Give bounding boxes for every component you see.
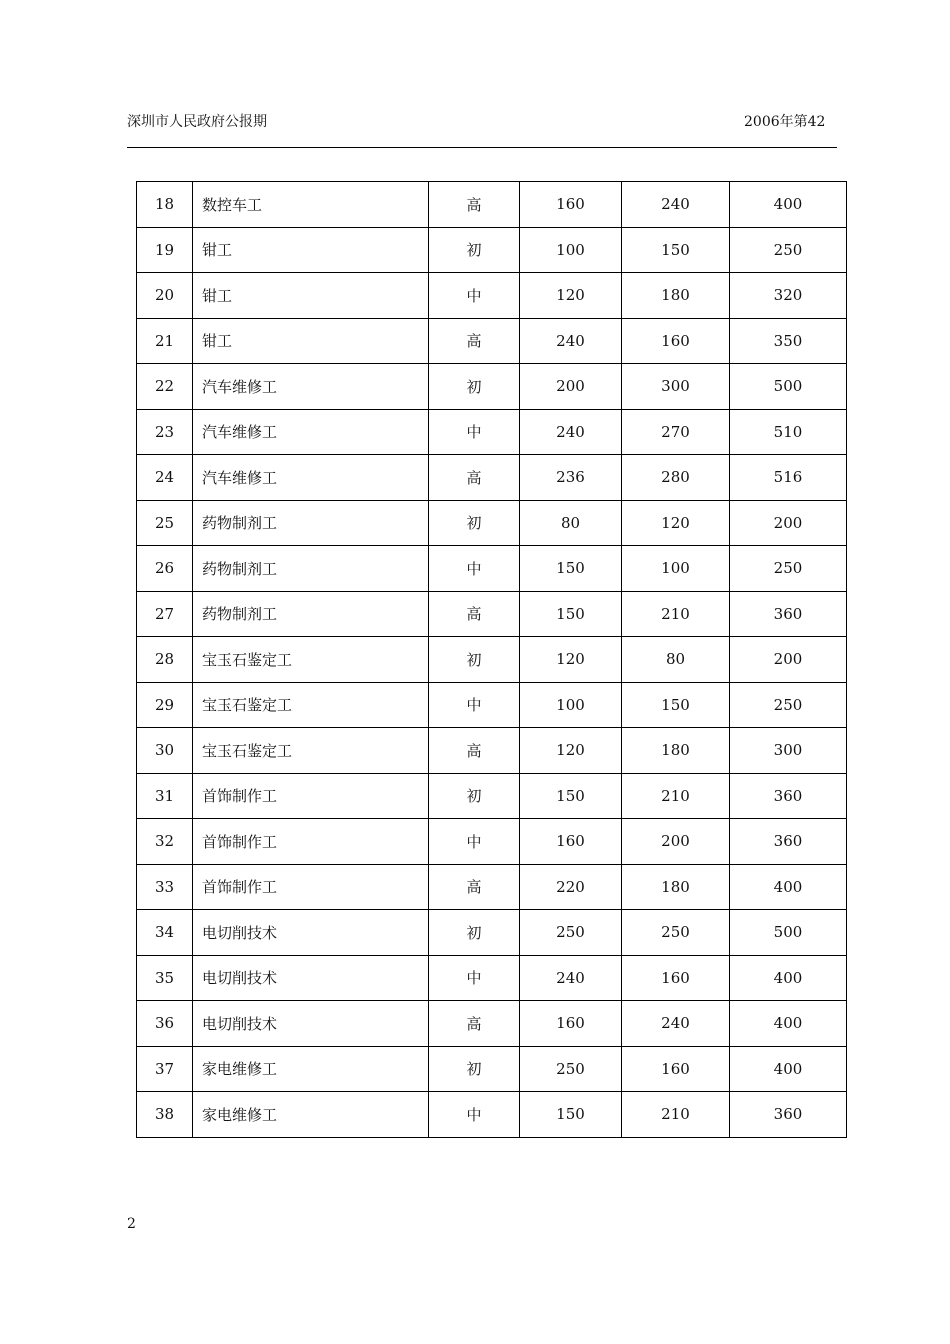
value-col-1-cell: 100	[520, 682, 622, 728]
occupation-name-cell: 宝玉石鉴定工	[193, 728, 429, 774]
table-row	[137, 864, 847, 910]
grade-level-cell: 初	[429, 910, 520, 956]
value-col-3-cell: 500	[730, 910, 847, 956]
table-row	[137, 273, 847, 319]
value-col-3-cell: 320	[730, 273, 847, 319]
occupation-name-cell: 宝玉石鉴定工	[193, 682, 429, 728]
occupation-name-cell: 电切削技术	[193, 910, 429, 956]
grade-level-cell: 中	[429, 409, 520, 455]
value-col-2-cell: 150	[622, 682, 730, 728]
grade-level-cell: 中	[429, 546, 520, 592]
value-col-2-cell: 180	[622, 864, 730, 910]
value-col-2-cell: 270	[622, 409, 730, 455]
value-col-3-cell: 400	[730, 1001, 847, 1047]
occupation-name-cell: 首饰制作工	[193, 864, 429, 910]
row-number-cell: 29	[137, 682, 193, 728]
table-row	[137, 773, 847, 819]
row-number-cell: 36	[137, 1001, 193, 1047]
row-number-cell: 26	[137, 546, 193, 592]
value-col-1-cell: 200	[520, 364, 622, 410]
table-row	[137, 1092, 847, 1138]
grade-level-cell: 高	[429, 182, 520, 228]
table-row	[137, 227, 847, 273]
header-issue-number: 2006年第42	[744, 114, 826, 130]
value-col-1-cell: 150	[520, 1092, 622, 1138]
row-number-cell: 32	[137, 819, 193, 865]
value-col-2-cell: 80	[622, 637, 730, 683]
value-col-3-cell: 200	[730, 637, 847, 683]
grade-level-cell: 中	[429, 819, 520, 865]
header-divider	[127, 147, 837, 148]
table-row	[137, 819, 847, 865]
fee-table	[136, 181, 847, 1138]
value-col-3-cell: 360	[730, 819, 847, 865]
value-col-1-cell: 160	[520, 182, 622, 228]
occupation-name-cell: 电切削技术	[193, 1001, 429, 1047]
occupation-name-cell: 首饰制作工	[193, 773, 429, 819]
value-col-1-cell: 150	[520, 591, 622, 637]
table-row	[137, 1046, 847, 1092]
occupation-name-cell: 钳工	[193, 318, 429, 364]
occupation-name-cell: 汽车维修工	[193, 455, 429, 501]
value-col-1-cell: 250	[520, 910, 622, 956]
table-row	[137, 728, 847, 774]
grade-level-cell: 中	[429, 682, 520, 728]
value-col-1-cell: 120	[520, 728, 622, 774]
occupation-name-cell: 药物制剂工	[193, 500, 429, 546]
value-col-2-cell: 150	[622, 227, 730, 273]
value-col-3-cell: 250	[730, 546, 847, 592]
value-col-3-cell: 400	[730, 1046, 847, 1092]
value-col-2-cell: 100	[622, 546, 730, 592]
value-col-2-cell: 210	[622, 773, 730, 819]
row-number-cell: 30	[137, 728, 193, 774]
table-row	[137, 591, 847, 637]
table-row	[137, 182, 847, 228]
value-col-1-cell: 240	[520, 318, 622, 364]
row-number-cell: 33	[137, 864, 193, 910]
grade-level-cell: 高	[429, 1001, 520, 1047]
grade-level-cell: 初	[429, 500, 520, 546]
value-col-3-cell: 360	[730, 773, 847, 819]
row-number-cell: 34	[137, 910, 193, 956]
grade-level-cell: 中	[429, 1092, 520, 1138]
grade-level-cell: 初	[429, 773, 520, 819]
occupation-name-cell: 钳工	[193, 227, 429, 273]
value-col-3-cell: 400	[730, 864, 847, 910]
value-col-3-cell: 400	[730, 182, 847, 228]
table-row	[137, 1001, 847, 1047]
occupation-name-cell: 汽车维修工	[193, 409, 429, 455]
row-number-cell: 37	[137, 1046, 193, 1092]
row-number-cell: 19	[137, 227, 193, 273]
value-col-3-cell: 350	[730, 318, 847, 364]
table-row	[137, 637, 847, 683]
grade-level-cell: 高	[429, 455, 520, 501]
fee-table-body	[137, 182, 847, 1138]
value-col-3-cell: 510	[730, 409, 847, 455]
value-col-2-cell: 210	[622, 591, 730, 637]
grade-level-cell: 高	[429, 864, 520, 910]
value-col-2-cell: 210	[622, 1092, 730, 1138]
value-col-1-cell: 160	[520, 1001, 622, 1047]
value-col-1-cell: 120	[520, 273, 622, 319]
value-col-3-cell: 250	[730, 682, 847, 728]
value-col-2-cell: 300	[622, 364, 730, 410]
value-col-3-cell: 300	[730, 728, 847, 774]
occupation-name-cell: 钳工	[193, 273, 429, 319]
value-col-1-cell: 150	[520, 773, 622, 819]
page-number: 2	[127, 1216, 136, 1232]
grade-level-cell: 中	[429, 273, 520, 319]
grade-level-cell: 初	[429, 637, 520, 683]
value-col-3-cell: 400	[730, 955, 847, 1001]
grade-level-cell: 高	[429, 591, 520, 637]
table-row	[137, 409, 847, 455]
table-row	[137, 682, 847, 728]
row-number-cell: 38	[137, 1092, 193, 1138]
row-number-cell: 27	[137, 591, 193, 637]
grade-level-cell: 初	[429, 1046, 520, 1092]
grade-level-cell: 初	[429, 227, 520, 273]
row-number-cell: 22	[137, 364, 193, 410]
occupation-name-cell: 电切削技术	[193, 955, 429, 1001]
header-publication-title: 深圳市人民政府公报期	[127, 114, 267, 130]
value-col-3-cell: 250	[730, 227, 847, 273]
value-col-1-cell: 150	[520, 546, 622, 592]
value-col-2-cell: 160	[622, 955, 730, 1001]
row-number-cell: 31	[137, 773, 193, 819]
row-number-cell: 18	[137, 182, 193, 228]
occupation-name-cell: 药物制剂工	[193, 546, 429, 592]
grade-level-cell: 高	[429, 728, 520, 774]
row-number-cell: 24	[137, 455, 193, 501]
value-col-3-cell: 360	[730, 591, 847, 637]
value-col-2-cell: 180	[622, 728, 730, 774]
occupation-name-cell: 家电维修工	[193, 1092, 429, 1138]
value-col-2-cell: 240	[622, 182, 730, 228]
value-col-2-cell: 250	[622, 910, 730, 956]
row-number-cell: 28	[137, 637, 193, 683]
value-col-1-cell: 160	[520, 819, 622, 865]
occupation-name-cell: 数控车工	[193, 182, 429, 228]
value-col-2-cell: 280	[622, 455, 730, 501]
value-col-1-cell: 236	[520, 455, 622, 501]
table-row	[137, 455, 847, 501]
table-row	[137, 910, 847, 956]
value-col-3-cell: 500	[730, 364, 847, 410]
value-col-2-cell: 160	[622, 318, 730, 364]
value-col-1-cell: 100	[520, 227, 622, 273]
row-number-cell: 20	[137, 273, 193, 319]
row-number-cell: 35	[137, 955, 193, 1001]
occupation-name-cell: 家电维修工	[193, 1046, 429, 1092]
value-col-3-cell: 360	[730, 1092, 847, 1138]
grade-level-cell: 高	[429, 318, 520, 364]
occupation-name-cell: 首饰制作工	[193, 819, 429, 865]
row-number-cell: 23	[137, 409, 193, 455]
value-col-2-cell: 240	[622, 1001, 730, 1047]
occupation-name-cell: 汽车维修工	[193, 364, 429, 410]
table-row	[137, 318, 847, 364]
value-col-3-cell: 516	[730, 455, 847, 501]
value-col-1-cell: 240	[520, 409, 622, 455]
value-col-3-cell: 200	[730, 500, 847, 546]
table-row	[137, 500, 847, 546]
value-col-1-cell: 220	[520, 864, 622, 910]
value-col-1-cell: 240	[520, 955, 622, 1001]
value-col-2-cell: 180	[622, 273, 730, 319]
value-col-1-cell: 120	[520, 637, 622, 683]
occupation-name-cell: 药物制剂工	[193, 591, 429, 637]
value-col-1-cell: 250	[520, 1046, 622, 1092]
grade-level-cell: 初	[429, 364, 520, 410]
grade-level-cell: 中	[429, 955, 520, 1001]
row-number-cell: 21	[137, 318, 193, 364]
row-number-cell: 25	[137, 500, 193, 546]
table-row	[137, 955, 847, 1001]
value-col-2-cell: 200	[622, 819, 730, 865]
value-col-1-cell: 80	[520, 500, 622, 546]
table-row	[137, 364, 847, 410]
table-row	[137, 546, 847, 592]
value-col-2-cell: 120	[622, 500, 730, 546]
value-col-2-cell: 160	[622, 1046, 730, 1092]
occupation-name-cell: 宝玉石鉴定工	[193, 637, 429, 683]
